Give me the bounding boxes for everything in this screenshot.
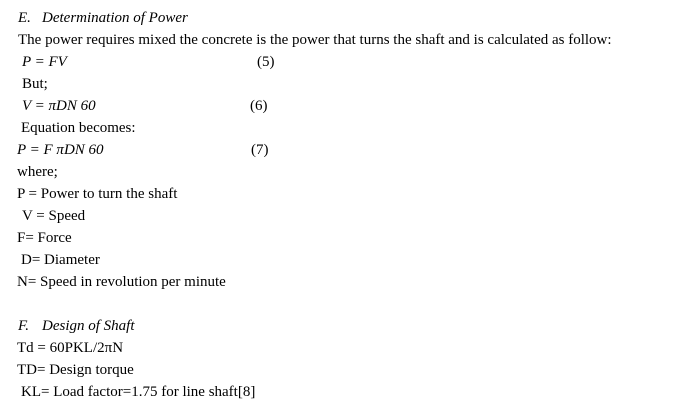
where-text: where; [17,164,58,180]
section-f-number: F. [18,318,29,334]
definition-item: N= Speed in revolution per minute [17,274,226,290]
shaft-line: KL= Load factor=1.75 for line shaft[8] [21,384,256,400]
shaft-line: TD= Design torque [17,362,134,378]
equation-7: P = F πDN 60 [17,142,104,158]
equation-6-number: (6) [250,98,268,114]
equation-5-number: (5) [257,54,275,70]
equation-becomes-text: Equation becomes: [21,120,136,136]
definition-item: V = Speed [22,208,86,224]
definition-item: D= Diameter [21,252,100,268]
section-e-title: Determination of Power [42,10,188,26]
but-text: But; [22,76,48,92]
section-f-title: Design of Shaft [42,318,135,334]
section-f-heading [18,317,135,335]
section-e-heading [18,9,188,27]
definition-item: P = Power to turn the shaft [17,186,178,202]
section-e-intro: The power requires mixed the concrete is the power that turns the shaft and is calculated as follow: [18,32,612,48]
equation-6: V = πDN 60 [22,98,96,114]
equation-7-number: (7) [251,142,269,158]
equation-5: P = FV [22,54,67,70]
definition-item: F= Force [17,230,72,246]
section-e-number: E. [18,10,31,26]
shaft-line: Td = 60PKL/2πN [17,340,124,356]
